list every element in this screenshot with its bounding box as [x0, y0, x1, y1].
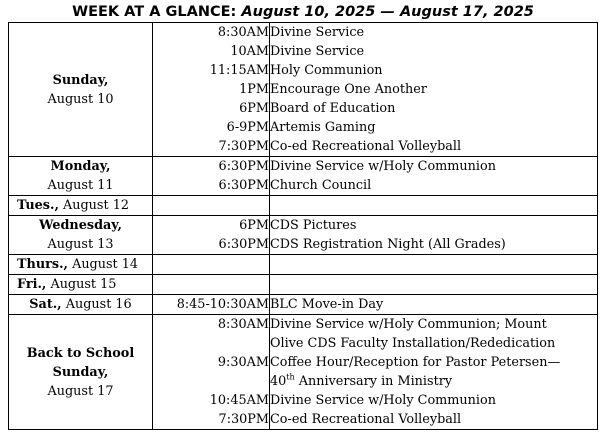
times-cell [153, 255, 270, 275]
event-time: 7:30PM [218, 412, 269, 427]
events-cell [270, 275, 598, 295]
times-cell [153, 216, 270, 255]
day-name: Fri., [17, 277, 47, 292]
day-cell [9, 275, 153, 295]
day-name: Thurs., [17, 257, 68, 272]
event-title: Co-ed Recreational Volleyball [270, 139, 462, 154]
day-date: August 12 [63, 198, 129, 213]
events-cell [270, 255, 598, 275]
event-title: CDS Registration Night (All Grades) [270, 237, 506, 252]
day-row-tuesday-aug-12 [9, 196, 598, 216]
events-cell [270, 196, 598, 216]
event-title: Co-ed Recreational Volleyball [270, 412, 462, 427]
day-row-friday-aug-15 [9, 275, 598, 295]
event-time: 6:30PM [218, 178, 269, 193]
page-title [0, 2, 606, 22]
event-title: Divine Service w/Holy Communion [270, 159, 496, 174]
title-label: WEEK AT A GLANCE: [72, 4, 237, 20]
day-name: Wednesday, [39, 218, 122, 233]
day-date: August 16 [65, 297, 132, 312]
event-title-continued: Olive CDS Faculty Installation/Rededication [270, 336, 556, 351]
day-cell [9, 255, 153, 275]
event-time: 8:45-10:30AM [176, 297, 269, 312]
event-time: 11:15AM [209, 63, 269, 78]
anniversary-text: Anniversary in Ministry [294, 374, 453, 389]
event-time: 6:30PM [218, 159, 269, 174]
day-row-monday-aug-11 [9, 157, 598, 196]
day-row-sunday-aug-10 [9, 23, 598, 157]
event-time: 10:45AM [209, 393, 269, 408]
ordinal-suffix: th [286, 372, 295, 382]
event-title: Divine Service w/Holy Communion; Mount [270, 317, 547, 332]
day-row-saturday-aug-16 [9, 295, 598, 315]
times-cell [153, 295, 270, 315]
event-time: 6PM [239, 101, 269, 116]
day-date: August 13 [47, 237, 114, 252]
event-title: Encourage One Another [270, 82, 427, 97]
event-time: 8:30AM [217, 317, 269, 332]
day-name-line1: Back to School [26, 345, 135, 361]
times-cell [153, 196, 270, 216]
day-cell [9, 295, 153, 315]
event-time: 6-9PM [226, 120, 269, 135]
times-cell [153, 23, 270, 157]
event-time: 7:30PM [218, 139, 269, 154]
day-name: Tues., [17, 198, 59, 213]
day-date: August 11 [47, 178, 114, 193]
times-cell [153, 157, 270, 196]
events-cell [270, 23, 598, 157]
schedule-table [8, 22, 598, 430]
day-row-back-to-school-sunday-aug-17 [9, 315, 598, 430]
event-time: 9:30AM [217, 355, 269, 370]
day-name: Monday, [50, 159, 111, 174]
anniversary-number: 40 [270, 374, 287, 389]
event-time: 1PM [239, 82, 269, 97]
event-time: 6PM [239, 218, 269, 233]
day-cell [9, 315, 153, 430]
day-row-wednesday-aug-13 [9, 216, 598, 255]
day-cell [9, 216, 153, 255]
event-title: Divine Service w/Holy Communion [270, 393, 496, 408]
event-title: Holy Communion [270, 63, 383, 78]
event-title: Divine Service [270, 25, 365, 40]
day-cell [9, 157, 153, 196]
events-cell [270, 295, 598, 315]
times-cell [153, 275, 270, 295]
day-date: August 15 [50, 277, 117, 292]
events-cell [270, 157, 598, 196]
event-time: 10AM [230, 44, 269, 59]
events-cell [270, 315, 598, 430]
event-title: BLC Move-in Day [270, 297, 384, 312]
event-title: Church Council [270, 178, 372, 193]
day-date: August 14 [72, 257, 139, 272]
event-time: 8:30AM [217, 25, 269, 40]
day-name-line2: Sunday, [52, 364, 109, 380]
day-row-thursday-aug-14 [9, 255, 598, 275]
day-name: Sunday, [52, 72, 109, 88]
event-title: Divine Service [270, 44, 365, 59]
event-title-continued [270, 372, 597, 391]
event-title: CDS Pictures [270, 218, 357, 233]
day-name: Sat., [29, 297, 62, 312]
event-title: Board of Education [270, 101, 396, 116]
event-title: Coffee Hour/Reception for Pastor Petersen— [270, 355, 561, 370]
day-cell [9, 23, 153, 157]
events-cell [270, 216, 598, 255]
title-dates: August 10, 2025 — August 17, 2025 [241, 4, 534, 20]
day-date: August 10 [47, 91, 114, 107]
times-cell [153, 315, 270, 430]
event-title: Artemis Gaming [270, 120, 376, 135]
day-date: August 17 [47, 383, 114, 399]
event-time: 6:30PM [218, 237, 269, 252]
day-cell [9, 196, 153, 216]
